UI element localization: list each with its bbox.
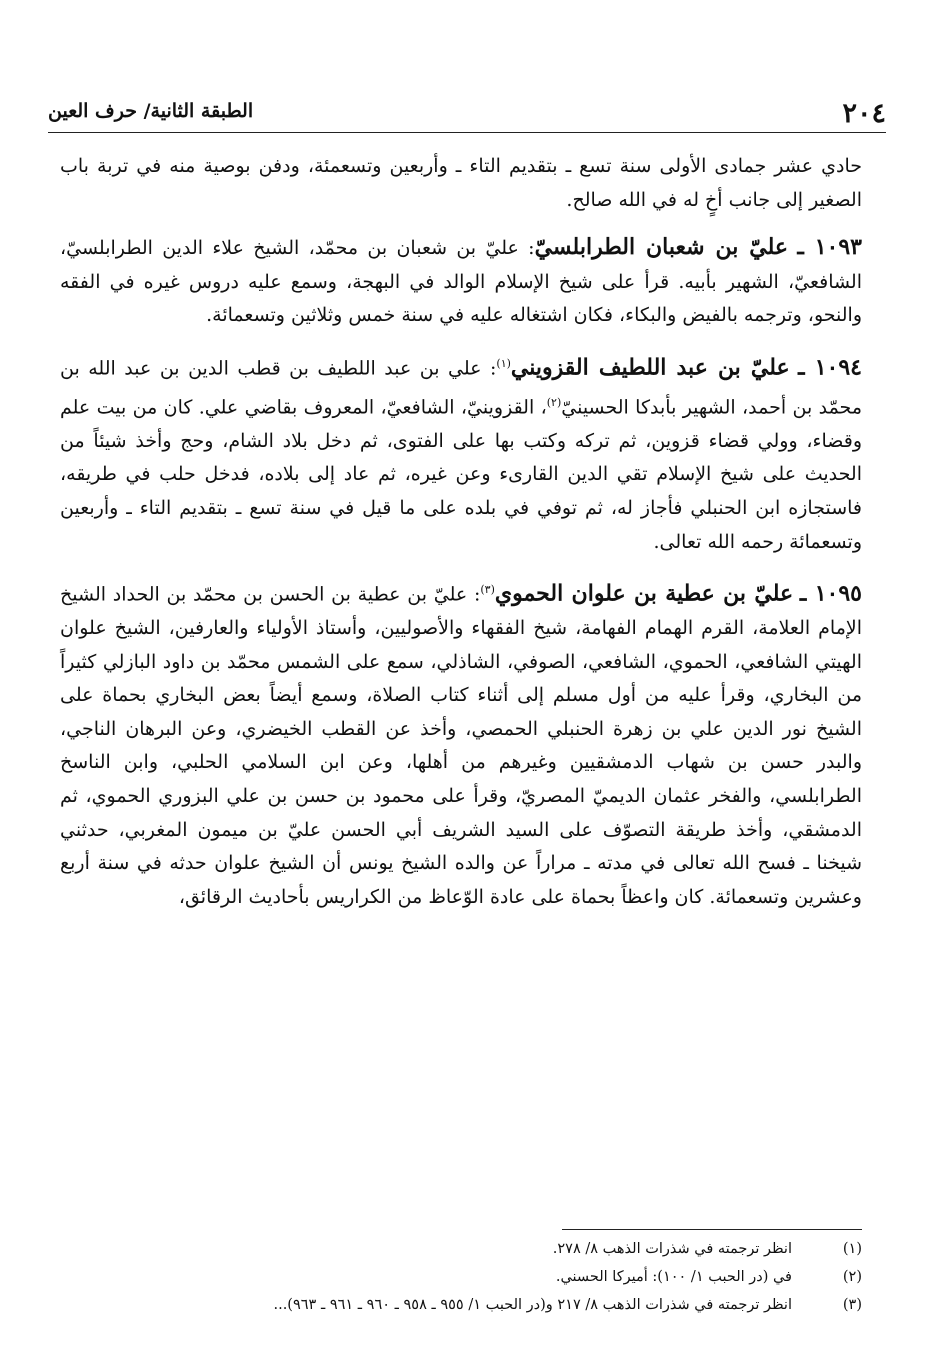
footnote-marker: (٣) [842,1297,862,1313]
entry-name: عليّ بن عبد اللطيف القزويني [510,354,790,381]
footnote-item [60,1263,862,1291]
page-header [48,96,886,133]
entry-name: عليّ بن عطية بن علوان الحموي [494,580,794,607]
entry-number: ١٠٩٥ ـ [799,580,862,607]
footnote-text: انظر ترجمته في شذرات الذهب ٨/ ٢٧٨. [552,1241,792,1257]
entry-number: ١٠٩٣ ـ [797,234,862,261]
entry-1095 [60,573,862,914]
footnote-ref: (٣) [480,583,495,597]
main-text [60,150,862,928]
footnote-text: انظر ترجمته في شذرات الذهب ٨/ ٢١٧ و(در الحبب ١/ ٩٥٥ ـ ٩٥٨ ـ ٩٦٠ ـ ٩٦١ ـ ٩٦٣)... [273,1297,792,1313]
intro-paragraph: حادي عشر جمادى الأولى سنة تسع ـ بتقديم التاء ـ وأربعين وتسعمئة، ودفن بوصية منه في تربة باب الصغير إلى جانب أخٍ له في الله صالح. [60,155,862,211]
entry-text-part: : علي بن عبد اللطيف بن قطب الدين بن عبد الله بن محمّد بن أحمد، الشهير بأبدكا الحسينيّ [60,357,863,419]
running-title: الطبقة الثانية/ حرف العين [48,100,254,122]
entry-1094 [60,347,862,559]
entry-name: عليّ بن شعبان الطرابلسيّ [534,234,789,261]
footnote-marker: (٢) [842,1269,862,1285]
footnote-ref: (١) [496,356,511,370]
entry-number: ١٠٩٤ ـ [798,354,862,381]
footnote-item [60,1291,862,1319]
entry-text: : عليّ بن عطية بن الحسن بن محمّد بن الحداد الشيخ الإمام العلامة، القرم الهمام الفهامة، شيخ الفقهاء والأصوليين، وأستاذ الأولياء والعارفين، الشيخ علوان الهيتي الشافعي، الحموي، الشافعي، الصوفي، الشاذلي، سمع على الشمس محمّد بن داود البازلي كثيراً من البخاري، وقرأ عليه من أول مسلم إلى أثناء كتاب الصلاة، وسمع أيضاً بعض البخاري بحماة على الشيخ نور الدين علي بن زهرة الحنبلي الحمصي، وأخذ عن القطب الخيضري، وعن البرهان الناجي، والبدر حسن بن شهاب الدمشقيين وغيرهم من أهلها، وعن ابن السلامي الحلبي، وابن الناسخ الطرابلسي، والفخر عثمان الديميّ المصريّ، وقرأ على محمود بن حسن بن علي البزوري الحموي، ثم الدمشقي، وأخذ طريقة التصوّف على السيد الشريف أبي الحسن عليّ بن ميمون المغربي، حدثني شيخنا ـ فسح الله تعالى في مدته ـ مراراً عن والده الشيخ يونس أن الشيخ علوان حدثه في سنة أربع وعشرين وتسعمائة. كان واعظاً بحماة على عادة الوّعاظ من الكراريس بأحاديث الرقائق، [60,583,862,908]
footnote-text: في (در الحبب ١/ ١٠٠): أميركا الحسني. [555,1269,792,1285]
footnote-item [60,1235,862,1263]
footnotes [60,1235,862,1319]
page-number: ٢٠٤ [842,98,886,129]
footnote-marker: (١) [842,1241,862,1257]
footnote-divider [562,1229,862,1230]
footnote-ref: (٢) [546,395,562,409]
entry-text: : عليّ بن شعبان بن محمّد، الشيخ علاء الدين الطرابلسيّ، الشافعيّ، الشهير بأبيه. قرأ على شيخ الإسلام الوالد في البهجة، وسمع عليه دروس غيره في الفقه والنحو، وترجمه بالفيض والبكاء، فكان اشتغاله عليه في سنة خمس وثلاثين وتسعمائة. [60,237,862,327]
entry-text: ، القزوينيّ، الشافعيّ، المعروف بقاضي علي. كان من بيت علم وقضاء، وولي قضاء قزوين، ثم تركه وكتب بها على الفتوى، ثم دخل بلاد الشام، وحج وأخذ شيئاً من الحديث على شيخ الإسلام تقي الدين القارىء وعن غيره، ثم عاد إلى بلاده، فدخل حلب في طريقه، فاستجازه ابن الحنبلي فأجاز له، ثم توفي في بلده على ما قيل في سنة تسع ـ بتقديم التاء ـ وأربعين وتسعمائة رحمه الله تعالى. [60,396,862,553]
entry-1093 [60,231,862,333]
